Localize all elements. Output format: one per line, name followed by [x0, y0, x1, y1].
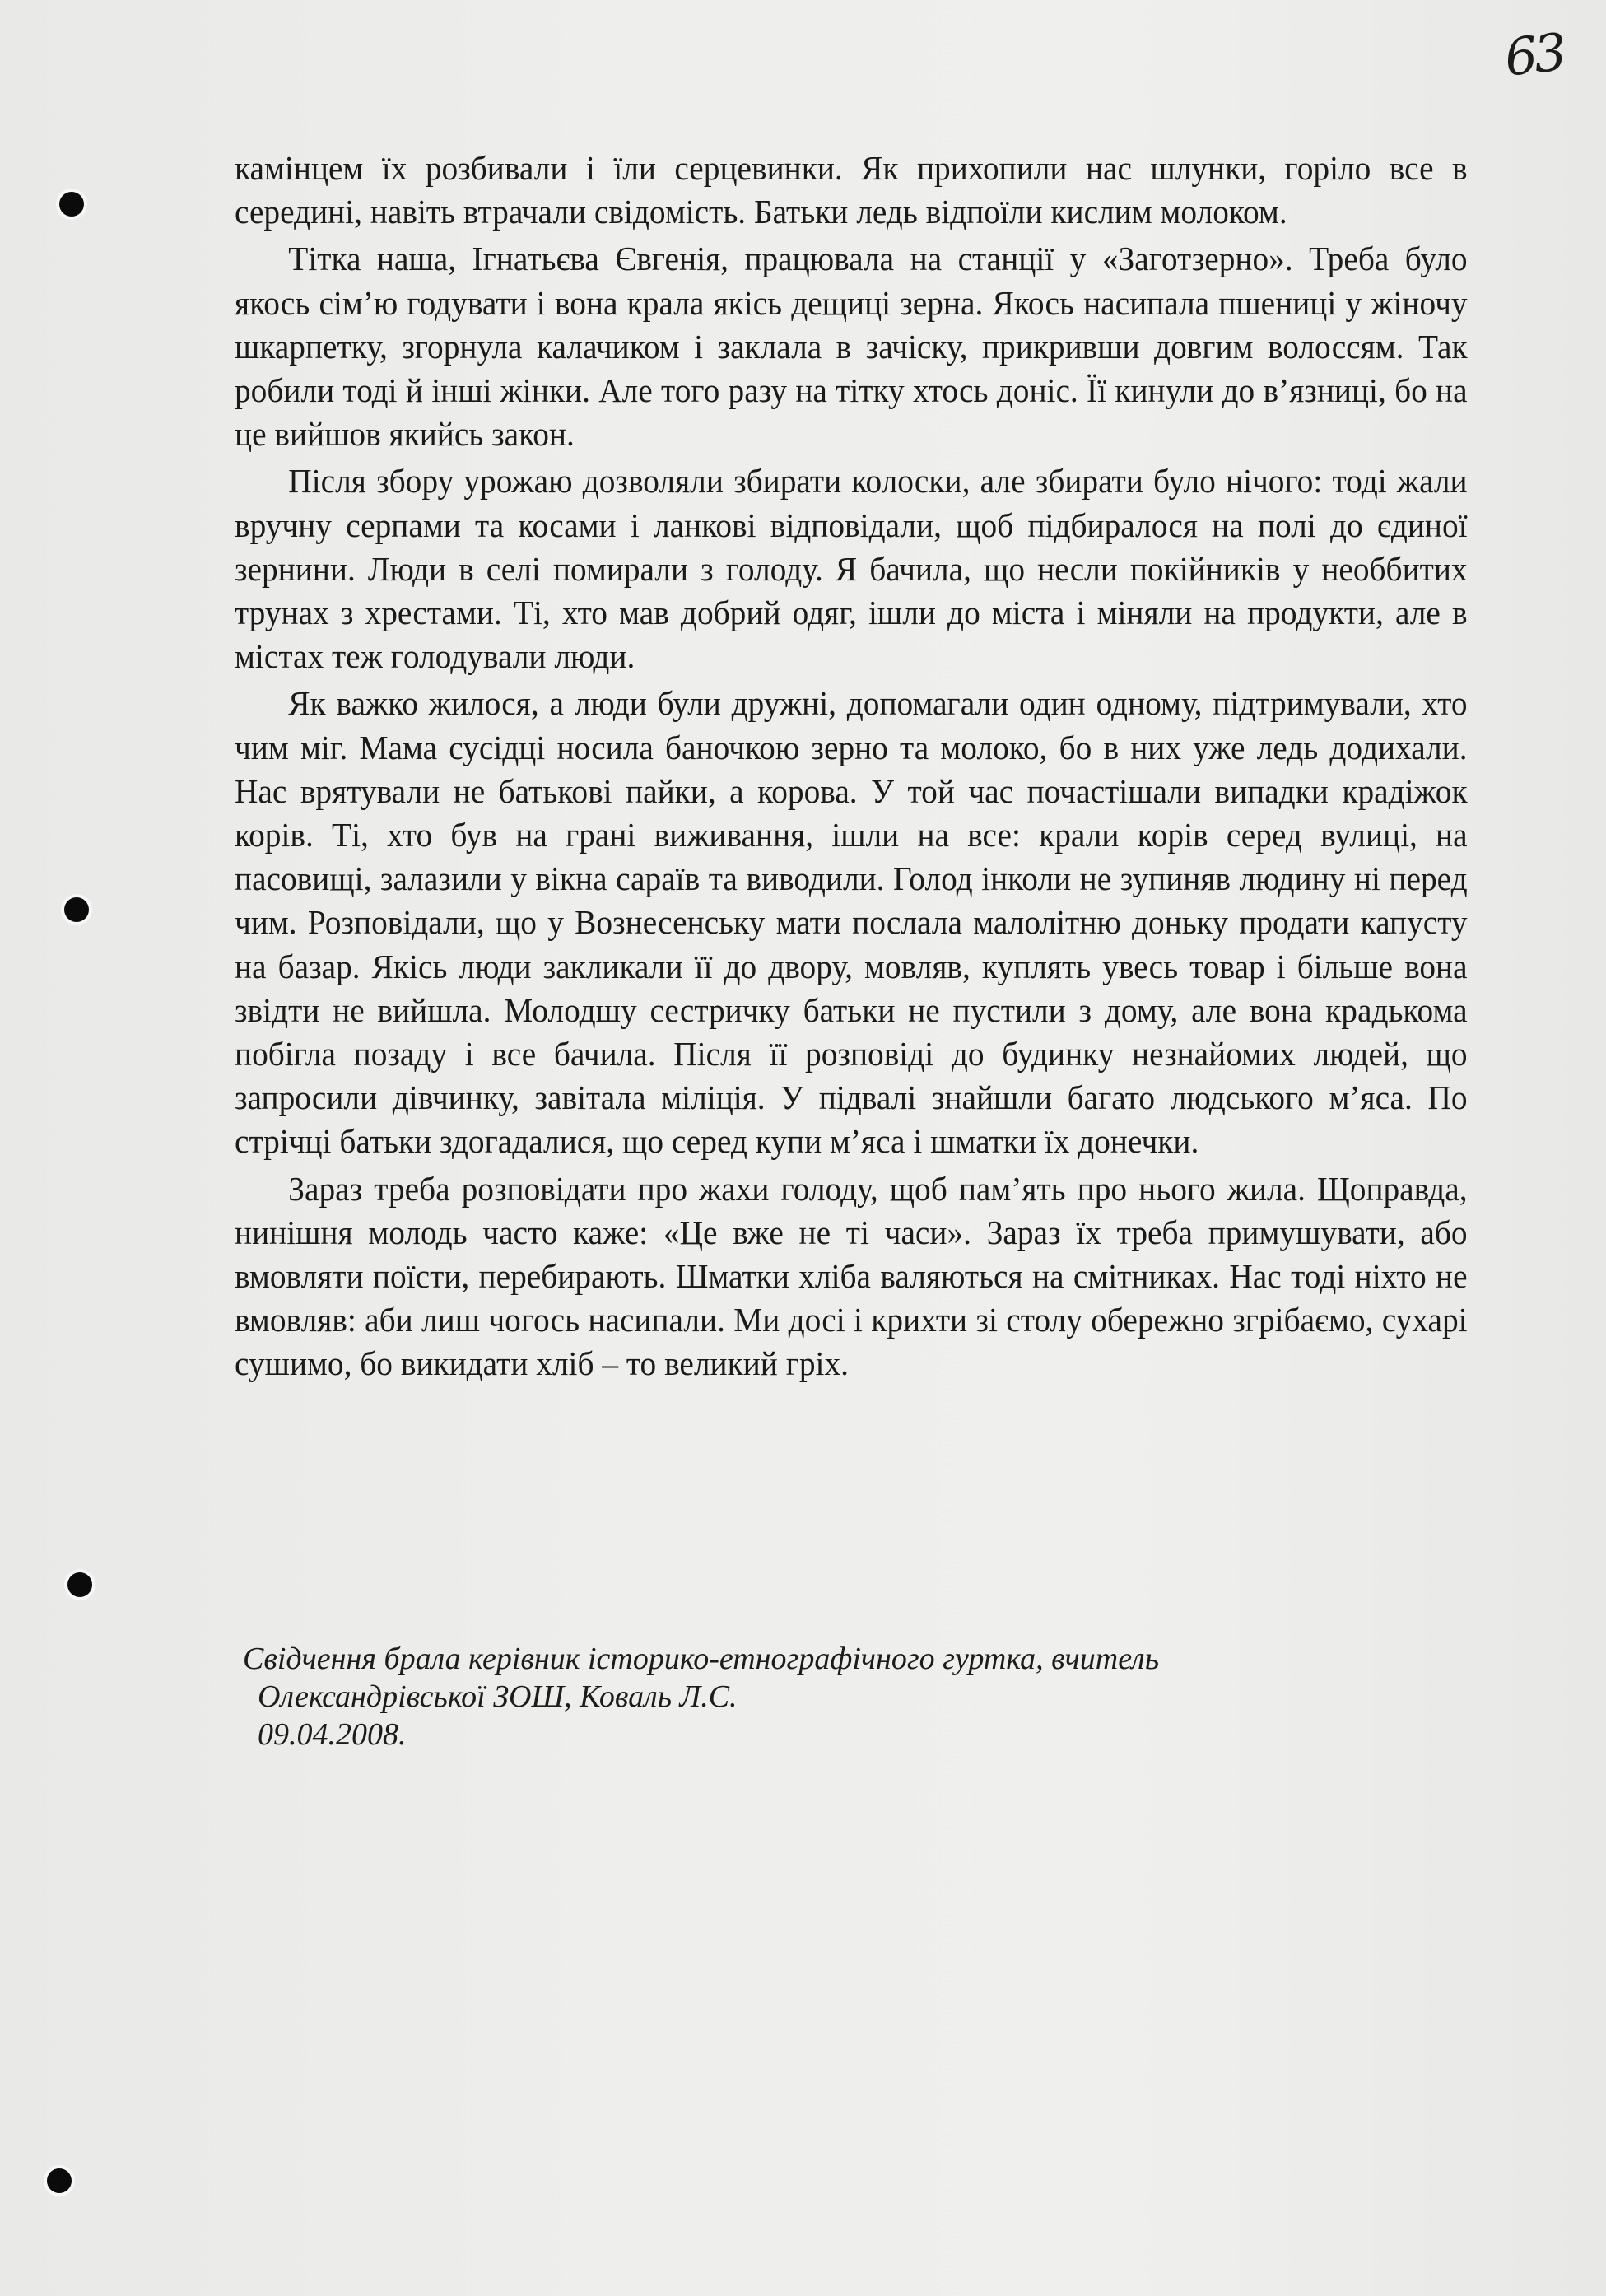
paragraph-continuation: камінцем їх розбивали і їли серцевинки. Як прихопили нас шлунки, горіло все в середині, навіть втрачали свідомість. Батьки ледь відпоїли кислим молоком. [235, 149, 1468, 231]
paragraph-hardship: Як важко жилося, а люди були дружні, допомагали один одному, підтримували, хто чим міг. Мама сусідці носила баночкою зерно та молоко, бо в них уже ледь додихали. Нас врятували не батькові пайки, а корова. У той час почастішали випадки крадіжок корів. Ті, хто був на грані виживання, ішли на все: крали корів серед вулиці, на пасовищі, залазили у вікна сараїв та виводили. Голод інколи не зупиняв людину ні перед чим. Розповідали, що у Вознесенську мати послала малолітню доньку продати капусту на базар. Якісь люди закликали її до двору, мовляв, куплять увесь товар і більше вона звідти не вийшла. Молодшу сестричку батьки не пустили з дому, але вона крадькома побігла позаду і все бачила. Після її розповіді до будинку незнайомих людей, що запросили дівчинку, завітала міліція. У підвалі знайшли багато людського м’яса. По стрічці батьки здогадалися, що серед купи м’яса і шматки їх донечки. [235, 684, 1468, 1161]
signature-recorder: Свідчення брала керівник історико-етнографічного гуртка, вчитель [243, 1642, 1159, 1676]
punch-hole [64, 897, 89, 922]
paragraph-memory: Зараз треба розповідати про жахи голоду, щоб пам’ять про нього жила. Щоправда, нинішня молодь часто каже: «Це вже не ті часи». Зараз їх треба примушувати, або вмовляти поїсти, перебирають. Шматки хліба валяються на смітниках. Нас тоді ніхто не вмовляв: аби лиш чогось насипали. Ми досі і крихти зі столу обережно згрібаємо, сухарі сушимо, бо викидати хліб – то великий гріх. [235, 1169, 1468, 1383]
signature-date: 09.04.2008. [258, 1717, 407, 1752]
punch-hole [59, 192, 84, 217]
signature-block [243, 1640, 1159, 1753]
paragraph-aunt: Тітка наша, Ігнатьєва Євгенія, працювала на станції у «Заготзерно». Треба було якось сім’ю годувати і вона крала якісь дещиці зерна. Якось насипала пшениці у жіночу шкарпетку, згорнула калачиком і заклала в зачіску, прикривши довгим волоссям. Так робили тоді й інші жінки. Але того разу на тітку хтось доніс. Її кинули до в’язниці, бо на це вийшов якийсь закон. [235, 240, 1468, 454]
paragraph-harvest: Після збору урожаю дозволяли збирати колоски, але збирати було нічого: тоді жали вручну серпами та косами і ланкові відповідали, щоб підбиралося на полі до єдиної зернини. Люди в селі помирали з голоду. Я бачила, що несли покійників у необбитих трунах з хрестами. Ті, хто мав добрий одяг, ішли до міста і міняли на продукти, але в містах теж голодували люди. [235, 462, 1468, 676]
testimony-body [235, 147, 1468, 1390]
signature-school-name: Олександрівської ЗОШ, Коваль Л.С. [258, 1679, 738, 1714]
punch-hole [47, 2168, 72, 2193]
handwritten-page-number: 63 [1501, 21, 1566, 88]
punch-hole [67, 1572, 92, 1597]
